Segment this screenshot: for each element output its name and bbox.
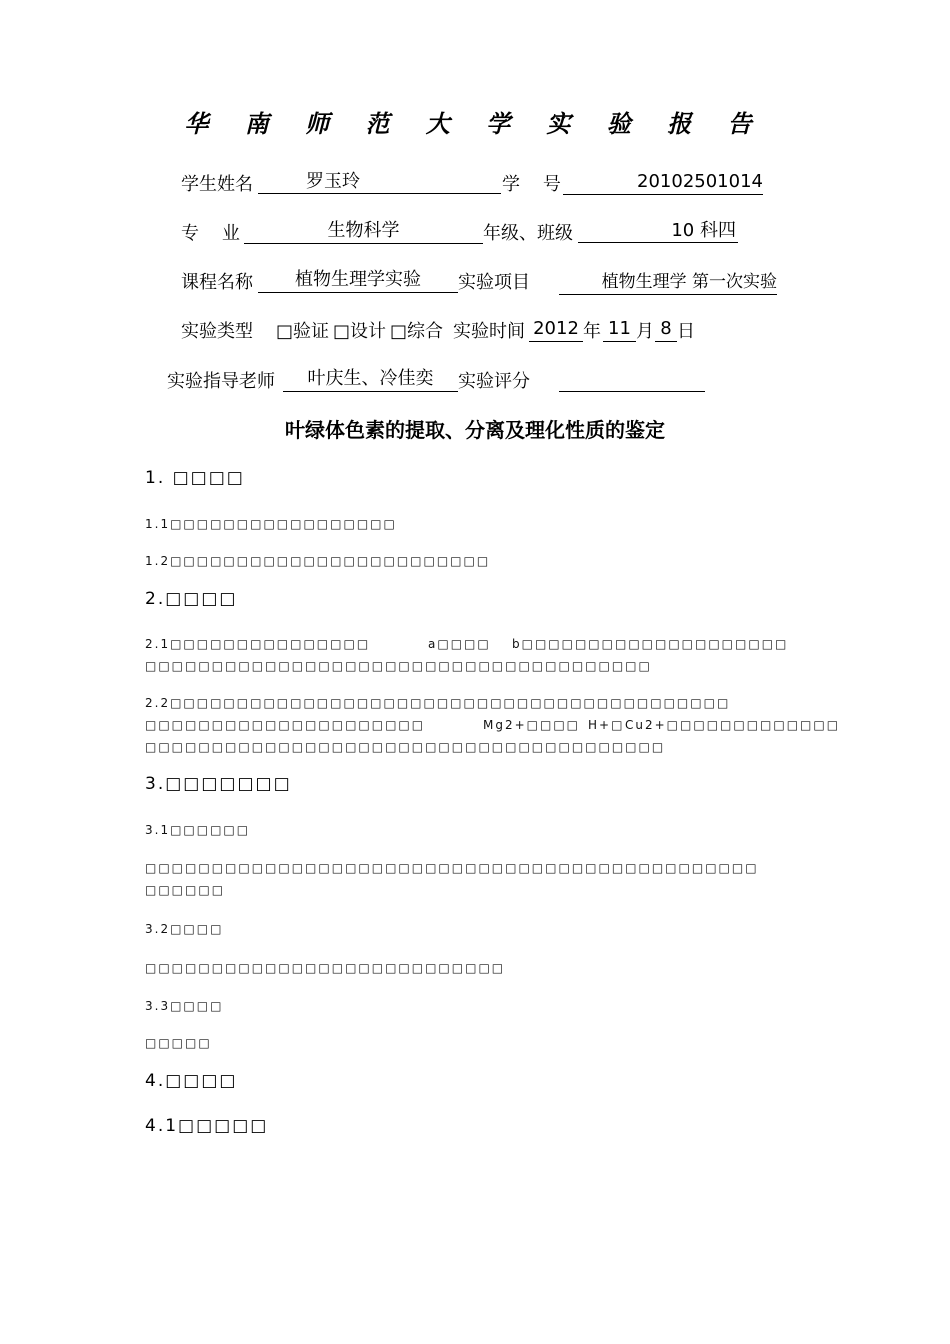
project-value: 植物生理学 第一次实验 bbox=[559, 270, 777, 295]
student-name-value: 罗玉玲 bbox=[258, 170, 501, 194]
type-option-verify[interactable]: □验证 bbox=[276, 321, 330, 342]
section-4-1-heading: 4.1□□□□□ bbox=[145, 1116, 269, 1136]
project-label: 实验项目 bbox=[458, 272, 530, 293]
student-id-value: 20102501014 bbox=[563, 170, 763, 195]
section-2-2-text-d: Cu2+□□□□□□□□□□□□□ bbox=[625, 718, 841, 732]
section-2-2-text-c: H+□ bbox=[588, 718, 625, 732]
course-label: 课程名称 bbox=[181, 272, 253, 293]
section-2-1-text-a: 2.1□□□□□□□□□□□□□□□ bbox=[145, 637, 371, 651]
section-3-1-heading: 3.1□□□□□□ bbox=[145, 823, 251, 837]
section-2-heading: 2.□□□□ bbox=[145, 589, 238, 609]
section-2-2-line-1: 2.2□□□□□□□□□□□□□□□□□□□□□□□□□□□□□□□□□□□□□□□□□□ bbox=[145, 696, 731, 710]
section-1-2-text: 1.2□□□□□□□□□□□□□□□□□□□□□□□□ bbox=[145, 554, 491, 568]
year-unit: 年 bbox=[583, 321, 601, 342]
student-id-label: 学 号 bbox=[502, 174, 561, 195]
section-1-1-text: 1.1□□□□□□□□□□□□□□□□□ bbox=[145, 517, 397, 531]
type-option-design[interactable]: □设计 bbox=[333, 321, 387, 342]
report-subtitle: 叶绿体色素的提取、分离及理化性质的鉴定 bbox=[285, 418, 665, 442]
section-3-2-line: □□□□□□□□□□□□□□□□□□□□□□□□□□□ bbox=[145, 961, 506, 975]
section-2-1-text-b: a□□□□ bbox=[428, 637, 491, 651]
section-2-2-text-a: □□□□□□□□□□□□□□□□□□□□□ bbox=[145, 718, 426, 732]
section-3-1-line-2: □□□□□□ bbox=[145, 883, 226, 897]
type-option-combine[interactable]: □综合 bbox=[390, 321, 444, 342]
month-value: 11 bbox=[603, 317, 636, 342]
section-2-1-text-c: b□□□□□□□□□□□□□□□□□□□□ bbox=[512, 637, 789, 651]
score-label: 实验评分 bbox=[458, 371, 530, 392]
section-3-2-heading: 3.2□□□□ bbox=[145, 922, 224, 936]
type-label: 实验类型 bbox=[181, 321, 253, 342]
section-1-heading: 1. □□□□ bbox=[145, 468, 245, 488]
section-3-3-heading: 3.3□□□□ bbox=[145, 999, 224, 1013]
section-2-1-line-2: □□□□□□□□□□□□□□□□□□□□□□□□□□□□□□□□□□□□□□ bbox=[145, 659, 652, 673]
time-label: 实验时间 bbox=[453, 321, 525, 342]
teacher-value: 叶庆生、冷佳奕 bbox=[283, 367, 458, 392]
grade-label: 年级、班级 bbox=[483, 223, 573, 244]
page-title: 华 南 师 范 大 学 实 验 报 告 bbox=[184, 109, 766, 138]
major-value: 生物科学 bbox=[244, 219, 483, 244]
section-2-2-line-3: □□□□□□□□□□□□□□□□□□□□□□□□□□□□□□□□□□□□□□□ bbox=[145, 740, 666, 754]
major-label: 专 业 bbox=[181, 223, 240, 244]
score-value bbox=[559, 367, 705, 392]
month-unit: 月 bbox=[636, 321, 654, 342]
student-name-label: 学生姓名 bbox=[181, 174, 253, 195]
section-4-heading: 4.□□□□ bbox=[145, 1071, 238, 1091]
section-2-2-text-b: Mg2+□□□□ bbox=[483, 718, 581, 732]
day-unit: 日 bbox=[677, 321, 695, 342]
section-3-3-line: □□□□□ bbox=[145, 1036, 212, 1050]
teacher-label: 实验指导老师 bbox=[167, 371, 275, 392]
year-value: 2012 bbox=[529, 317, 583, 342]
section-3-heading: 3.□□□□□□□ bbox=[145, 774, 292, 794]
course-value: 植物生理学实验 bbox=[258, 268, 458, 293]
day-value: 8 bbox=[655, 317, 677, 342]
section-3-1-line-1: □□□□□□□□□□□□□□□□□□□□□□□□□□□□□□□□□□□□□□□□□□□□□□ bbox=[145, 861, 759, 875]
grade-value: 10 科四 bbox=[578, 219, 738, 243]
